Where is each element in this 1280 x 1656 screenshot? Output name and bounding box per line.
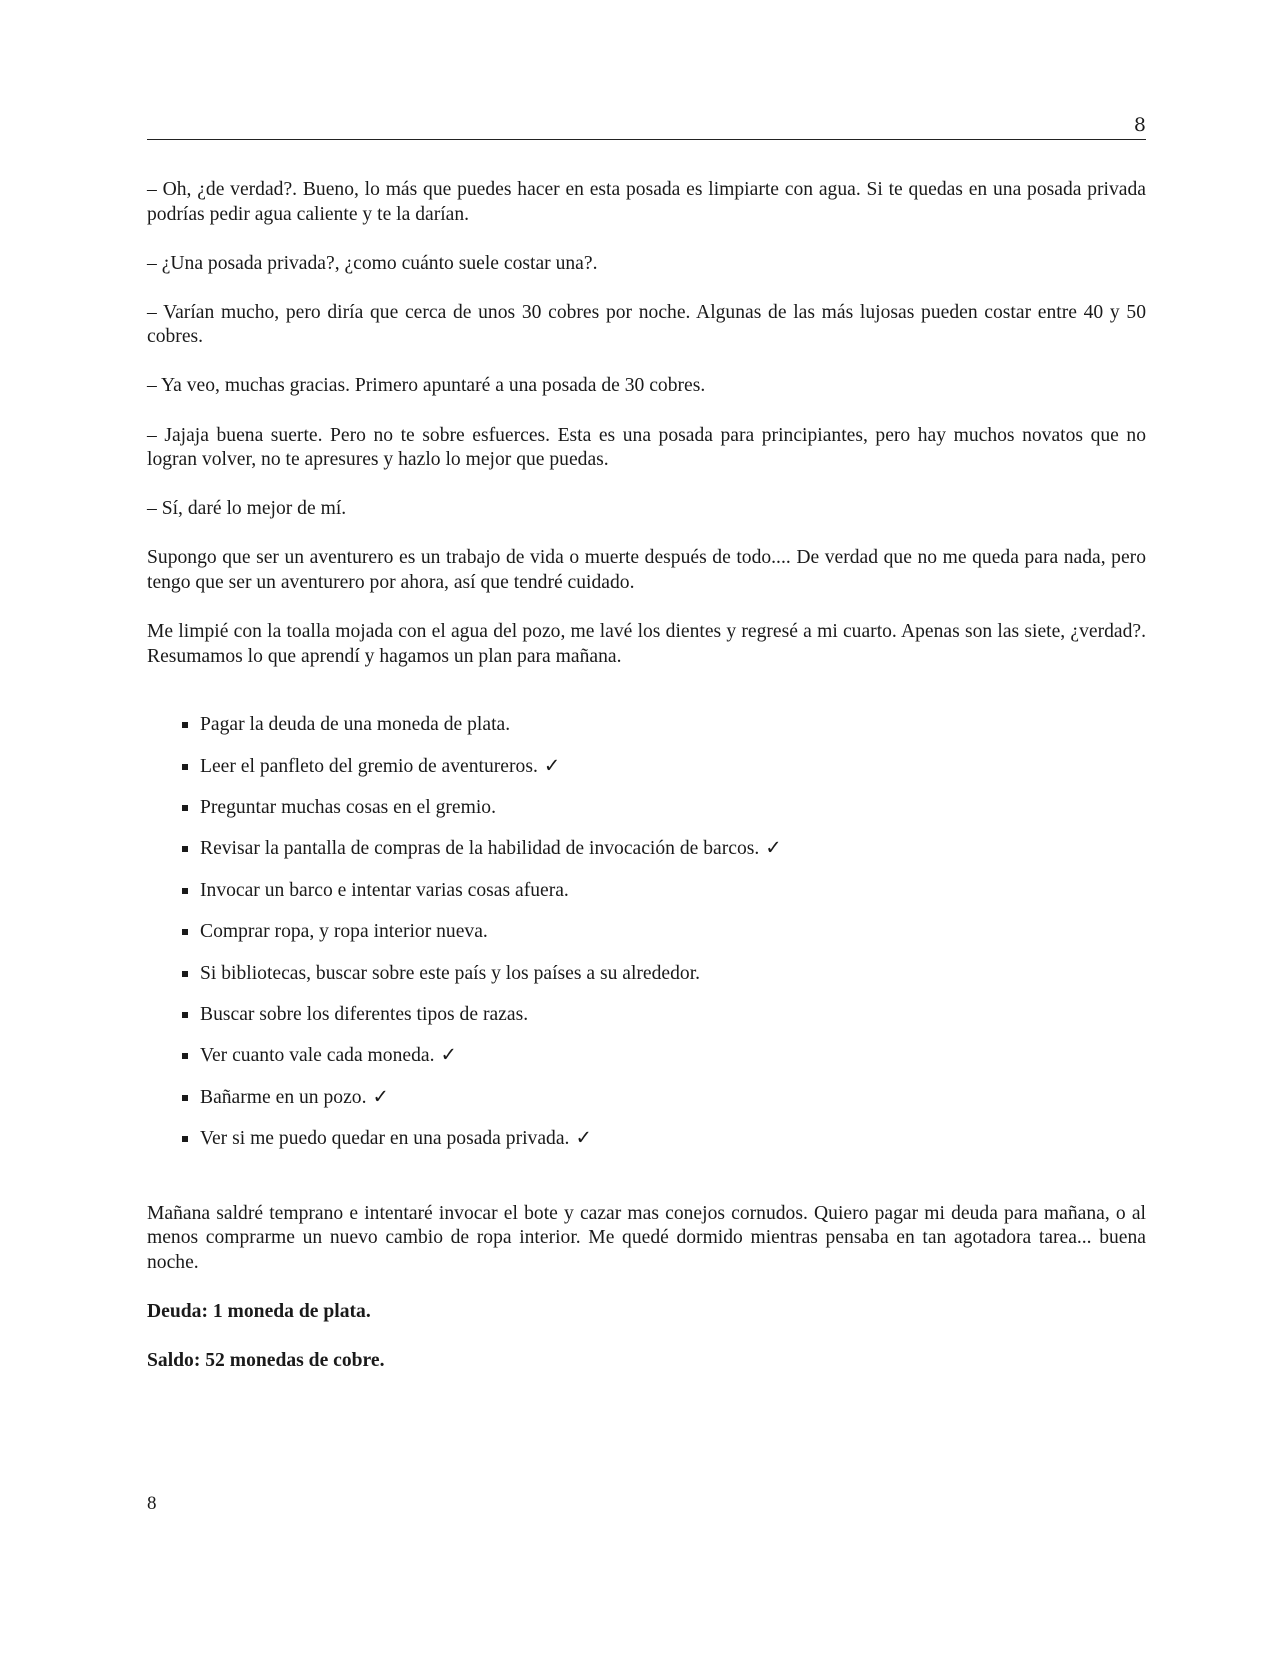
header-page-number: 8 xyxy=(1133,114,1146,136)
paragraph: – ¿Una posada privada?, ¿como cuánto suele costar una?. xyxy=(147,252,598,274)
square-bullet-icon xyxy=(182,1136,188,1142)
checklist-item xyxy=(182,796,1146,821)
paragraph: Me limpié con la toalla mojada con el agua del pozo, me lavé los dientes y regresé a mi cuarto. Apenas son las siete, ¿verdad?. Resumamos lo que aprendí y hagamos un plan para mañana. xyxy=(147,621,1146,667)
checkmark-icon: ✓ xyxy=(543,755,561,777)
checklist-item xyxy=(182,837,1146,862)
checklist-item-text: Leer el panfleto del gremio de aventureros. xyxy=(200,755,538,777)
checklist-item-text: Comprar ropa, y ropa interior nueva. xyxy=(200,921,488,943)
square-bullet-icon xyxy=(182,722,188,728)
plan-checklist xyxy=(147,713,1146,1152)
paragraph: – Varían mucho, pero diría que cerca de unos 30 cobres por noche. Algunas de las más lujosas pueden costar entre 40 y 50 cobres. xyxy=(147,301,1146,348)
checklist-item-text: Pagar la deuda de una moneda de plata. xyxy=(200,714,511,736)
balance-status: Saldo: 52 monedas de cobre. xyxy=(147,1350,385,1372)
square-bullet-icon xyxy=(182,805,188,811)
checklist-item-text: Si bibliotecas, buscar sobre este país y los países a su alrededor. xyxy=(200,962,701,984)
page-body xyxy=(147,178,1146,1398)
checklist-item xyxy=(182,1044,1146,1069)
checklist-item xyxy=(182,920,1146,945)
checkmark-icon: ✓ xyxy=(440,1045,457,1067)
checklist-item xyxy=(182,962,1146,987)
checklist-item-text: Buscar sobre los diferentes tipos de razas. xyxy=(200,1003,529,1025)
square-bullet-icon xyxy=(182,1053,188,1059)
checklist-item xyxy=(182,1086,1146,1111)
paragraph: – Jajaja buena suerte. Pero no te sobre esfuerces. Esta es una posada para principiantes, pero hay muchos novatos que no logran volver, no te apresures y hazlo lo mejor que puedas. xyxy=(147,424,1146,471)
checklist-item-text: Revisar la pantalla de compras de la habilidad de invocación de barcos. xyxy=(200,838,760,860)
checklist-item xyxy=(182,1127,1146,1152)
debt-status: Deuda: 1 moneda de plata. xyxy=(147,1301,371,1322)
square-bullet-icon xyxy=(182,929,188,935)
checklist-item xyxy=(182,755,1146,780)
checklist-item-text: Preguntar muchas cosas en el gremio. xyxy=(200,797,496,818)
paragraph: – Sí, daré lo mejor de mí. xyxy=(147,498,347,520)
square-bullet-icon xyxy=(182,1095,188,1101)
paragraph: Supongo que ser un aventurero es un trabajo de vida o muerte después de todo.... De verdad que no me queda para nada, pero tengo que ser un aventurero por ahora, así que tendré cuidado. xyxy=(147,547,1146,593)
footer-page-number: 8 xyxy=(147,1493,157,1514)
paragraph: – Ya veo, muchas gracias. Primero apuntaré a una posada de 30 cobres. xyxy=(147,375,706,397)
checklist-item xyxy=(182,713,1146,738)
square-bullet-icon xyxy=(182,888,188,894)
checkmark-icon: ✓ xyxy=(765,838,782,860)
paragraph: – Oh, ¿de verdad?. Bueno, lo más que puedes hacer en esta posada es limpiarte con agua. Si te quedas en una posada privada podrías pedir agua caliente y te la darían. xyxy=(147,179,1146,225)
square-bullet-icon xyxy=(182,846,188,852)
checklist-item-text: Ver si me puedo quedar en una posada privada. xyxy=(200,1128,570,1150)
checklist-item xyxy=(182,1003,1146,1028)
header-rule xyxy=(147,139,1146,140)
checklist-item xyxy=(182,879,1146,904)
square-bullet-icon xyxy=(182,764,188,770)
checklist-item-text: Ver cuanto vale cada moneda. xyxy=(200,1045,435,1067)
square-bullet-icon xyxy=(182,971,188,977)
closing-paragraph: Mañana saldré temprano e intentaré invocar el bote y cazar mas conejos cornudos. Quiero pagar mi deuda para mañana, o al menos comprarme un nuevo cambio de ropa interior. Me quedé dormido mientras pensaba en tan agotadora tarea... buena noche. xyxy=(147,1202,1146,1273)
checkmark-icon: ✓ xyxy=(372,1086,389,1108)
checklist-item-text: Invocar un barco e intentar varias cosas afuera. xyxy=(200,879,569,901)
checkmark-icon: ✓ xyxy=(575,1128,592,1150)
square-bullet-icon xyxy=(182,1012,188,1018)
checklist-item-text: Bañarme en un pozo. xyxy=(200,1086,367,1108)
